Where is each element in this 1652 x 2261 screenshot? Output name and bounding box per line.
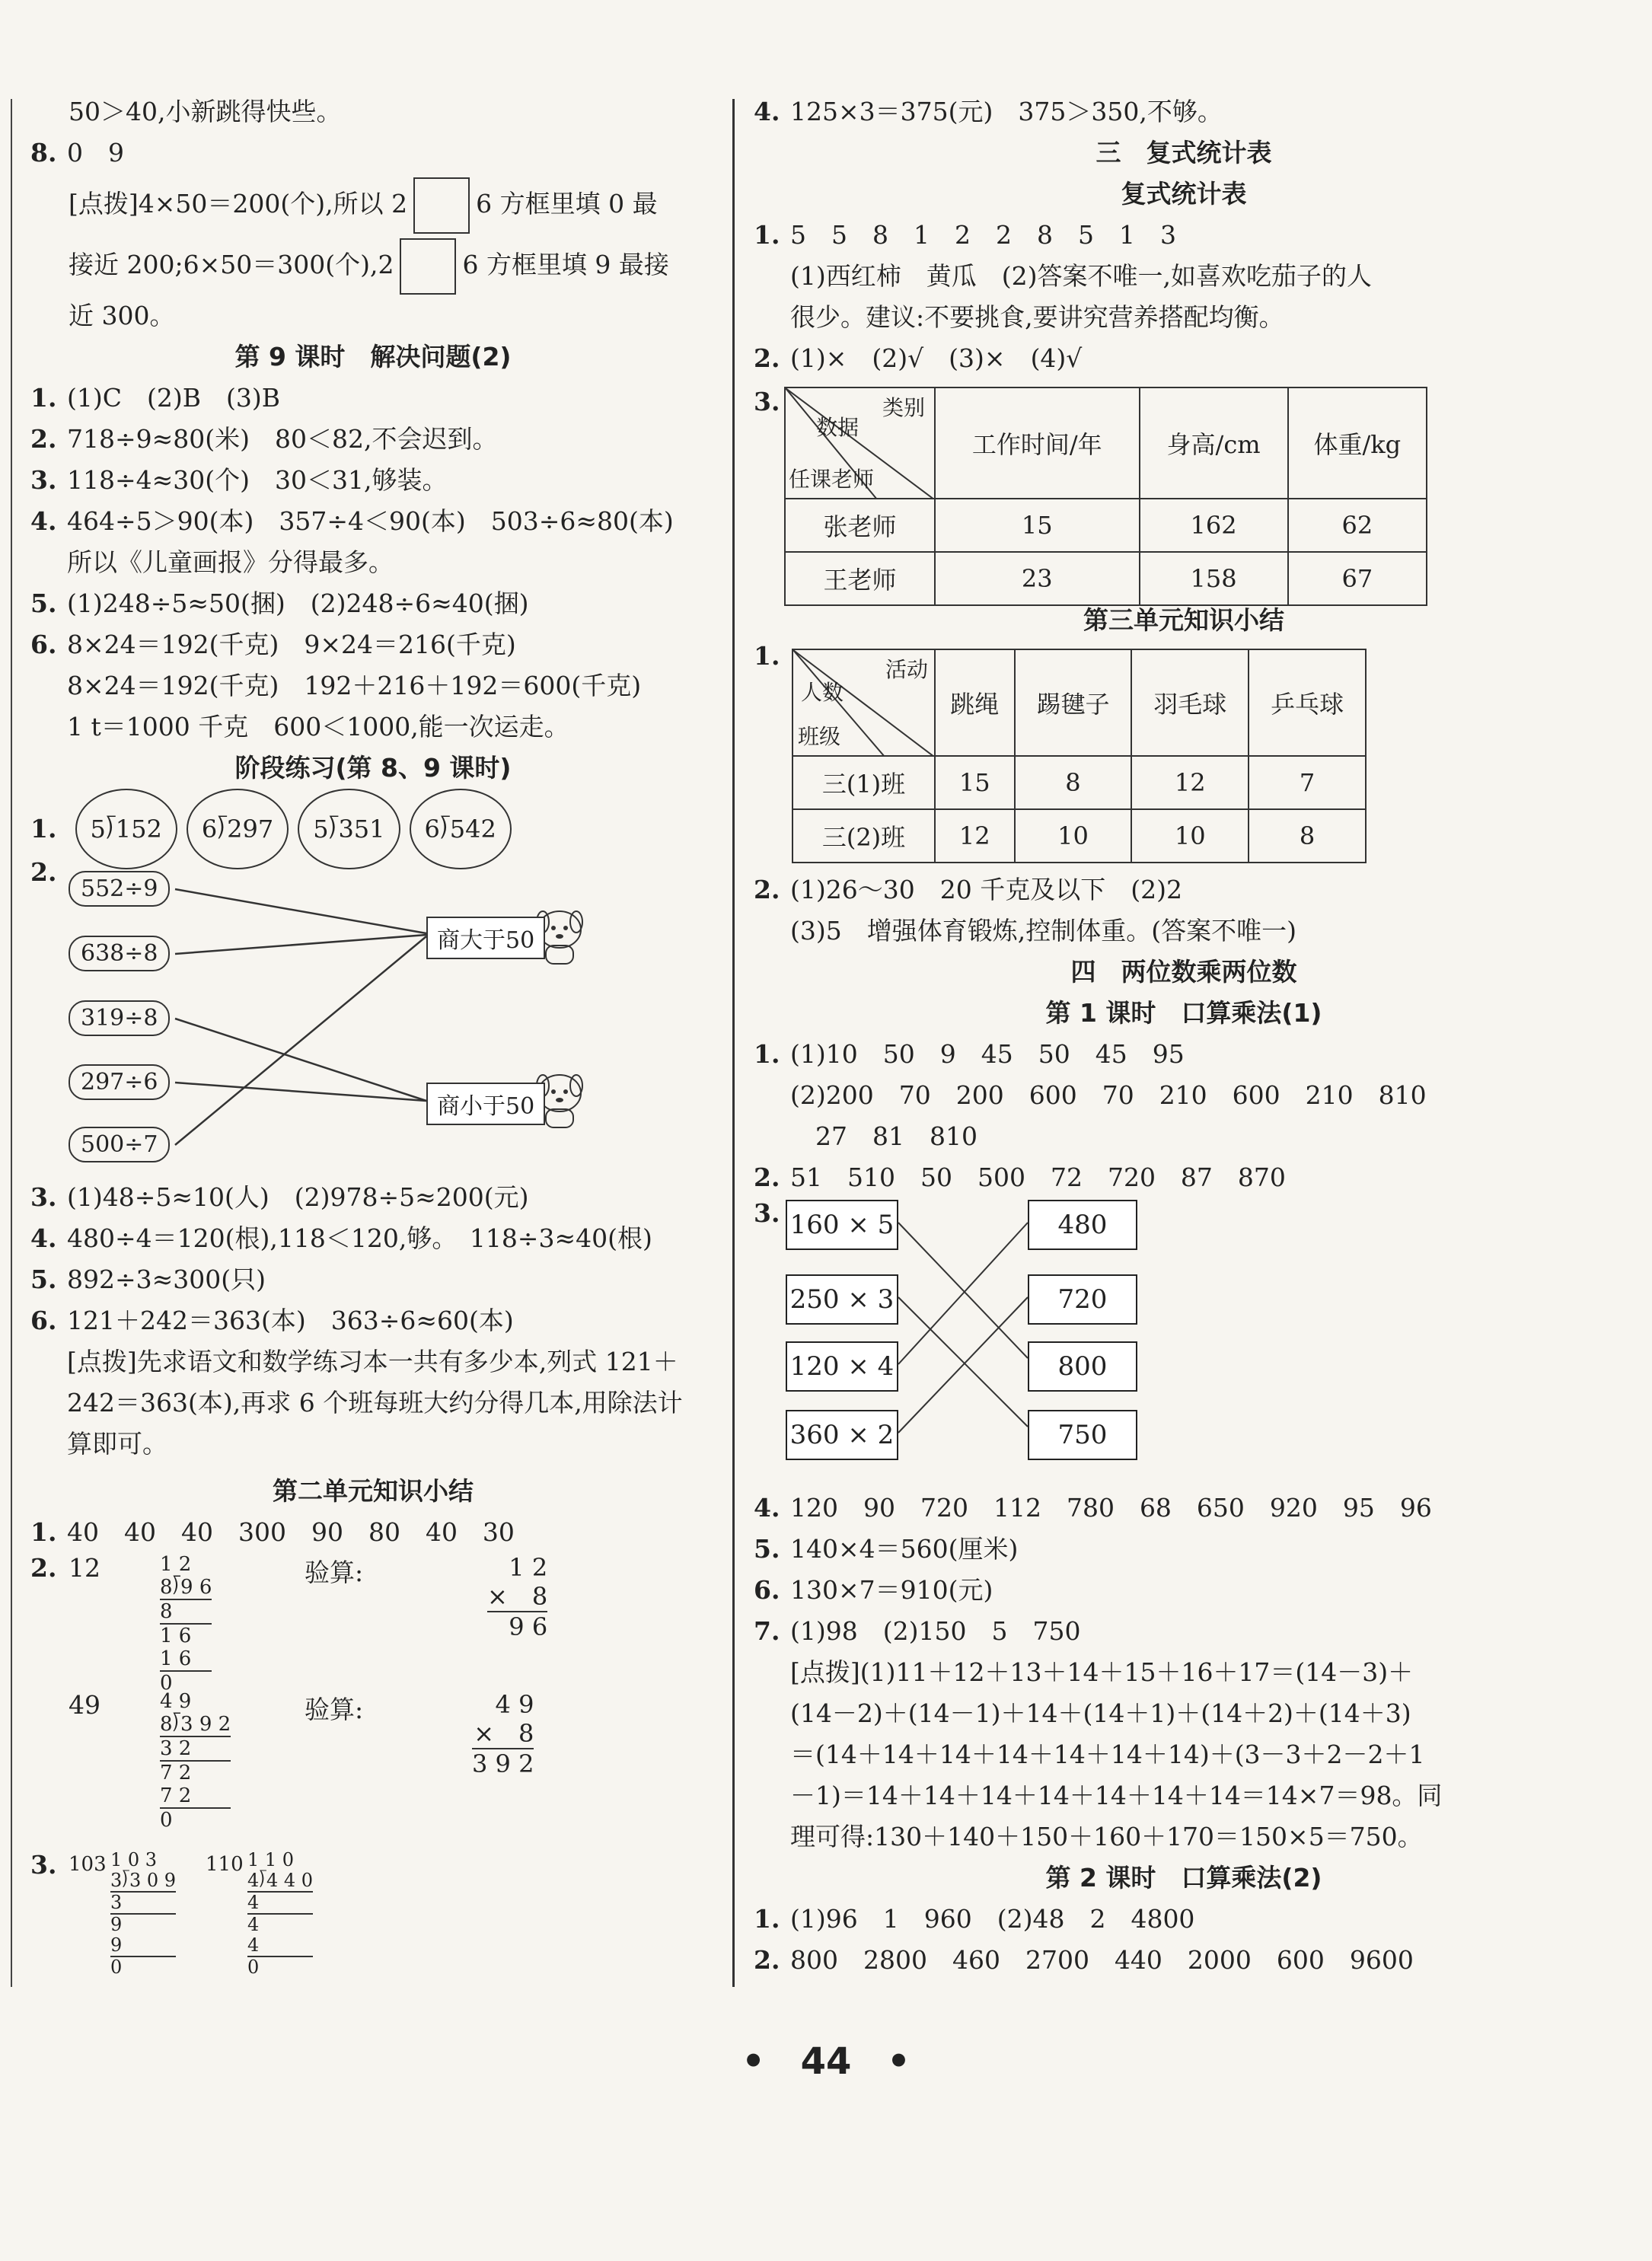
- answer-text: 8×24＝192(千克) 192＋216＋192＝600(千克): [67, 671, 642, 700]
- item-number: 6.: [30, 630, 57, 659]
- answer-line: [754, 1693, 1614, 1734]
- quotient: 1 0 3: [110, 1849, 158, 1870]
- item-number: 7.: [754, 1616, 780, 1646]
- item-number: 4.: [754, 97, 780, 126]
- answer-line: [30, 665, 716, 706]
- answer-text: 40 40 40 300 90 80 40 30: [67, 1517, 515, 1547]
- step: 3: [110, 1893, 176, 1915]
- dot-icon: •: [741, 2040, 765, 2083]
- answer-line: [30, 542, 716, 583]
- answer-text: (3)5 增强体育锻炼,控制体重。(答案不唯一): [790, 916, 1296, 946]
- corner-label: 数据: [816, 415, 859, 440]
- answer-text: －1)＝14＋14＋14＋14＋14＋14＋14＝14×7＝98。同: [790, 1781, 1443, 1810]
- bone-expression: 638÷8: [69, 936, 170, 971]
- hint-text: 6 方框里填 9 最接: [462, 250, 669, 279]
- answer-text: 242＝363(本),再求 6 个班每班大约分得几本,用除法计: [67, 1388, 683, 1418]
- step: 7 2: [160, 1762, 192, 1784]
- quotient-less-box: 商小于50: [426, 1083, 545, 1125]
- remainder: 0: [160, 1809, 173, 1832]
- item-number: 8.: [30, 138, 57, 167]
- item-number: 5.: [30, 1264, 57, 1294]
- expression-box: 160 × 5: [786, 1200, 898, 1250]
- answer-text: (1)26～30 20 千克及以下 (2)2: [790, 875, 1182, 904]
- corner-cell: [793, 649, 935, 756]
- answer-line: [30, 1259, 716, 1300]
- answer-line: [30, 583, 716, 624]
- bone-expression: 319÷8: [69, 1000, 170, 1036]
- quotient: 1 2: [160, 1553, 192, 1576]
- answer-text: (1)98 (2)150 5 750: [790, 1616, 1081, 1646]
- item-number: 1.: [30, 383, 57, 413]
- table-cell: 15: [935, 756, 1015, 809]
- column-header: 羽毛球: [1131, 649, 1249, 756]
- product: 9 6: [509, 1612, 548, 1641]
- oval-division: 6⟌542: [410, 789, 512, 869]
- item-number: 3.: [754, 1198, 780, 1228]
- section-heading: 第三单元知识小结: [1083, 605, 1284, 635]
- long-division: [110, 1850, 176, 1978]
- column-header: 踢毽子: [1015, 649, 1132, 756]
- item-number: 4.: [30, 1223, 57, 1253]
- step: 9: [110, 1935, 176, 1957]
- quotient: 1 1 0: [247, 1849, 295, 1870]
- answer-line: [754, 869, 1614, 910]
- item-number: 3.: [30, 1182, 57, 1212]
- item-number: 2.: [754, 343, 780, 373]
- section-heading: 第 1 课时 口算乘法(1): [1045, 998, 1322, 1028]
- text-line: 50＞40,小新跳得快些。: [69, 97, 342, 126]
- hint-text: 6 方框里填 0 最: [476, 189, 658, 218]
- answer-line: [754, 215, 1614, 256]
- check-label: 验算:: [305, 1695, 364, 1724]
- factor: × 8: [472, 1719, 534, 1749]
- long-division: [160, 1690, 231, 1832]
- long-division: [247, 1850, 313, 1978]
- answers-block: [754, 1034, 1614, 1198]
- row-header: 王老师: [785, 552, 935, 605]
- page-number: 44: [800, 2040, 852, 2083]
- stats-table-2-wrap: [754, 641, 1614, 869]
- answer-line: [30, 1341, 716, 1382]
- remainder: 0: [247, 1956, 260, 1978]
- multiplication-matching: [754, 1198, 1614, 1488]
- dividend: 8⟌3 9 2: [160, 1713, 231, 1736]
- answer-text: (1)10 50 9 45 50 45 95: [790, 1039, 1185, 1069]
- quotient-greater-box: 商大于50: [426, 917, 545, 959]
- match-line: [175, 1019, 426, 1101]
- step: 9: [110, 1914, 123, 1935]
- item-number: 1.: [30, 1517, 57, 1547]
- answer-line: [754, 1034, 1614, 1075]
- table-cell: 162: [1140, 499, 1288, 552]
- product: 3 9 2: [472, 1749, 534, 1778]
- remainder: 0: [160, 1672, 173, 1695]
- corner-label: 班级: [798, 724, 841, 749]
- answer-line: [754, 1816, 1614, 1858]
- quotient: 4 9: [160, 1690, 192, 1713]
- table-cell: 10: [1015, 809, 1132, 863]
- answer-line: [30, 1218, 716, 1259]
- item-number: 2.: [30, 1553, 57, 1583]
- answer-text: (1)48÷5≈10(人) (2)978÷5≈200(元): [67, 1182, 529, 1212]
- oval-division: 5⟌152: [75, 789, 177, 869]
- answer-line: [754, 1899, 1614, 1940]
- answer-text: 130×7＝910(元): [790, 1575, 993, 1605]
- step: 4: [247, 1914, 260, 1935]
- corner-cell: [785, 387, 935, 499]
- answer-text: 5 5 8 1 2 2 8 5 1 3: [790, 220, 1176, 250]
- remainder: 0: [110, 1956, 123, 1978]
- answer-text: (1)96 1 960 (2)48 2 4800: [790, 1904, 1195, 1934]
- column-header: 乒乓球: [1249, 649, 1366, 756]
- answer-line: [30, 460, 716, 501]
- answer-line: [754, 1652, 1614, 1693]
- answer-text: 1 t＝1000 千克 600＜1000,能一次运走。: [67, 712, 569, 741]
- product-box: 750: [1028, 1410, 1137, 1460]
- blank-box: [413, 177, 470, 234]
- answer-line: [30, 501, 716, 542]
- dot-icon: •: [887, 2040, 911, 2083]
- match-line: [175, 936, 426, 1145]
- product-box: 800: [1028, 1341, 1137, 1392]
- answer-line: [754, 91, 1614, 132]
- answer-line: [30, 706, 716, 748]
- answer-text: 118÷4≈30(个) 30＜31,够装。: [67, 465, 448, 495]
- check-label: 验算:: [305, 1558, 364, 1587]
- answer-line: [754, 1075, 1614, 1116]
- answer-text: 140×4＝560(厘米): [790, 1534, 1019, 1564]
- answer-text: (1)西红柿 黄瓜 (2)答案不唯一,如喜欢吃茄子的人: [790, 261, 1372, 291]
- table-cell: 158: [1140, 552, 1288, 605]
- step: 1 6: [160, 1647, 212, 1672]
- answer-text: [点拨]先求语文和数学练习本一共有多少本,列式 121＋: [67, 1347, 678, 1376]
- lesson9-answers: [30, 378, 716, 748]
- answer-line: [754, 1734, 1614, 1775]
- answer-line: [30, 1424, 716, 1465]
- answer-line: [754, 338, 1614, 379]
- row-header: 三(1)班: [793, 756, 935, 809]
- answer-line: [30, 1177, 716, 1218]
- left-column: [30, 91, 716, 1995]
- item-number: 4.: [754, 1493, 780, 1523]
- column-header: 工作时间/年: [935, 387, 1140, 499]
- item-number: 2.: [754, 1945, 780, 1975]
- answer-text: (1)C (2)B (3)B: [67, 383, 280, 413]
- section-heading: 第 9 课时 解决问题(2): [234, 342, 512, 372]
- answer-line: [754, 256, 1614, 297]
- table-cell: 67: [1288, 552, 1427, 605]
- column-header: 体重/kg: [1288, 387, 1427, 499]
- answer-line: [754, 297, 1614, 338]
- table-cell: 7: [1249, 756, 1366, 809]
- step: 8: [160, 1600, 212, 1625]
- match-line: [175, 1083, 426, 1101]
- answers-block: [754, 869, 1614, 952]
- item-number: 3.: [30, 1850, 57, 1880]
- item-number: 1.: [754, 641, 780, 671]
- section-heading: 复式统计表: [1121, 179, 1247, 209]
- answer-line: [30, 624, 716, 665]
- answer-text: 8×24＝192(千克) 9×24＝216(千克): [67, 630, 516, 659]
- division-work-3: [30, 1850, 716, 1995]
- stats-table-2: [792, 649, 1367, 863]
- answer-text: 800 2800 460 2700 440 2000 600 9600: [790, 1945, 1414, 1975]
- item-number: 3.: [754, 387, 780, 416]
- answer-text: 110: [206, 1853, 244, 1876]
- right-column: [754, 91, 1614, 1981]
- table-cell: 15: [935, 499, 1140, 552]
- column-header: 身高/cm: [1140, 387, 1288, 499]
- item-number: 2.: [30, 424, 57, 454]
- stats-table-1: [784, 387, 1427, 606]
- answer-text: 所以《儿童画报》分得最多。: [67, 547, 394, 577]
- row-header: 三(2)班: [793, 809, 935, 863]
- answer-line: [30, 378, 716, 419]
- bone-expression: 500÷7: [69, 1127, 170, 1162]
- expression-box: 250 × 3: [786, 1274, 898, 1325]
- left-rule: [11, 99, 12, 1987]
- item-number: 1.: [30, 814, 57, 843]
- answer-text: 算即可。: [67, 1429, 167, 1459]
- answer-text: 480÷4＝120(根),118＜120,够。 118÷3≈40(根): [67, 1223, 652, 1253]
- answer-text: 12: [69, 1553, 100, 1583]
- step: 4: [247, 1935, 313, 1957]
- answer-line: [30, 1300, 716, 1341]
- item-number: 1.: [754, 1039, 780, 1069]
- answer-text: 718÷9≈80(米) 80＜82,不会迟到。: [67, 424, 498, 454]
- hint-text: 接近 200;6×50＝300(个),2: [69, 250, 394, 279]
- corner-label: 活动: [885, 657, 928, 682]
- answer-text: (14－2)＋(14－1)＋14＋(14＋1)＋(14＋2)＋(14＋3): [790, 1698, 1411, 1728]
- row-header: 张老师: [785, 499, 935, 552]
- answer-line: [754, 910, 1614, 952]
- factor: × 8: [487, 1582, 548, 1611]
- answer-text: ＝(14＋14＋14＋14＋14＋14＋14)＋(3－3＋2－2＋1: [790, 1740, 1425, 1769]
- answer-line: [30, 132, 716, 174]
- item-number: 3.: [30, 465, 57, 495]
- hint-line: [30, 174, 716, 234]
- answer-text: 51 510 50 500 72 720 87 870: [790, 1162, 1286, 1192]
- unit-heading: 三 复式统计表: [1095, 138, 1272, 167]
- hint-line: [30, 234, 716, 295]
- item-number: 6.: [30, 1306, 57, 1335]
- match-line: [175, 889, 426, 933]
- answer-text: 120 90 720 112 780 68 650 920 95 96: [790, 1493, 1432, 1523]
- stage-answers: [30, 1177, 716, 1465]
- section-heading: 第二单元知识小结: [273, 1476, 474, 1506]
- answer-text: 49: [69, 1690, 100, 1720]
- answer-text: [点拨](1)11＋12＋13＋14＋15＋16＋17＝(14－3)＋: [790, 1657, 1414, 1687]
- answer-line: [754, 1775, 1614, 1816]
- answer-text: 27 81 810: [790, 1121, 977, 1151]
- answer-text: 121＋242＝363(本) 363÷6≈60(本): [67, 1306, 514, 1335]
- oval-group: [75, 814, 521, 843]
- dividend: 4⟌4 4 0: [247, 1870, 314, 1891]
- item-number: 2.: [30, 857, 57, 887]
- item-number: 2.: [754, 1162, 780, 1192]
- item-number: 5.: [30, 588, 57, 618]
- answers-block: [754, 1899, 1614, 1981]
- answers-block: [754, 1488, 1614, 1858]
- answer-text: 0 9: [67, 138, 124, 167]
- item-number: 5.: [754, 1534, 780, 1564]
- table-cell: 62: [1288, 499, 1427, 552]
- page-footer: [0, 2040, 1652, 2083]
- answer-text: (1)× (2)√ (3)× (4)√: [790, 343, 1083, 373]
- answer-line: [30, 419, 716, 460]
- matching-diagram: [30, 857, 716, 1177]
- corner-label: 类别: [882, 395, 925, 420]
- check-multiplication: [487, 1553, 547, 1641]
- blank-box: [400, 238, 456, 295]
- answer-text: (2)200 70 200 600 70 210 600 210 810: [790, 1080, 1427, 1110]
- section-heading: 第 2 课时 口算乘法(2): [1045, 1863, 1322, 1893]
- table-cell: 12: [1131, 756, 1249, 809]
- table-cell: 23: [935, 552, 1140, 605]
- step: 1 6: [160, 1625, 192, 1647]
- item-number: 6.: [754, 1575, 780, 1605]
- answer-line: [754, 1940, 1614, 1981]
- answers-block: [754, 215, 1614, 379]
- oval-division: 5⟌351: [298, 789, 400, 869]
- answer-text: 很少。建议:不要挑食,要讲究营养搭配均衡。: [790, 302, 1284, 332]
- item-number: 2.: [754, 875, 780, 904]
- table-cell: 10: [1131, 809, 1249, 863]
- dividend: 3⟌3 0 9: [110, 1870, 177, 1891]
- answer-line: [754, 1157, 1614, 1198]
- answer-line: [754, 1116, 1614, 1157]
- answer-text: 理可得:130＋140＋150＋160＋170＝150×5＝750。: [790, 1822, 1423, 1851]
- check-multiplication: [472, 1690, 534, 1778]
- table-cell: 8: [1249, 809, 1366, 863]
- step: 4: [247, 1893, 313, 1915]
- answer-text: 125×3＝375(元) 375＞350,不够。: [790, 97, 1223, 126]
- answer-line: [30, 1382, 716, 1424]
- answer-line: [754, 1570, 1614, 1611]
- match-line: [175, 935, 426, 954]
- oval-row: [30, 789, 716, 857]
- answer-line: [754, 1611, 1614, 1652]
- stats-table-1-wrap: [754, 379, 1614, 600]
- factor: 1 2: [509, 1553, 548, 1582]
- corner-label: 任课老师: [789, 467, 875, 492]
- bone-expression: 297÷6: [69, 1064, 170, 1100]
- division-work-2: [30, 1553, 716, 1850]
- answer-text: 103: [69, 1853, 107, 1876]
- dividend: 8⟌9 6: [160, 1576, 212, 1599]
- expression-box: 120 × 4: [786, 1341, 898, 1392]
- table-cell: 8: [1015, 756, 1132, 809]
- product-box: 480: [1028, 1200, 1137, 1250]
- answer-text: 464÷5＞90(本) 357÷4＜90(本) 503÷6≈80(本): [67, 506, 674, 536]
- answer-line: [754, 1529, 1614, 1570]
- factor: 4 9: [495, 1690, 534, 1719]
- answer-line: [30, 1512, 716, 1553]
- table-cell: 12: [935, 809, 1015, 863]
- text-line: 近 300。: [69, 301, 175, 330]
- expression-box: 360 × 2: [786, 1410, 898, 1460]
- step: 3 2: [160, 1737, 231, 1762]
- corner-label: 人数: [801, 680, 844, 705]
- answer-text: 892÷3≈300(只): [67, 1264, 266, 1294]
- bone-expression: 552÷9: [69, 871, 170, 907]
- column-divider: [732, 99, 735, 1987]
- oval-division: 6⟌297: [187, 789, 289, 869]
- answer-line: [754, 1488, 1614, 1529]
- unit-heading: 四 两位数乘两位数: [1070, 957, 1297, 987]
- item-number: 1.: [754, 1904, 780, 1934]
- long-division: [160, 1553, 212, 1695]
- column-header: 跳绳: [935, 649, 1015, 756]
- item-number: 1.: [754, 220, 780, 250]
- step: 7 2: [160, 1784, 231, 1809]
- answer-text: (1)248÷5≈50(捆) (2)248÷6≈40(捆): [67, 588, 529, 618]
- hint-text: [点拨]4×50＝200(个),所以 2: [69, 189, 408, 218]
- product-box: 720: [1028, 1274, 1137, 1325]
- section-heading: 阶段练习(第 8、9 课时): [234, 753, 512, 783]
- item-number: 4.: [30, 506, 57, 536]
